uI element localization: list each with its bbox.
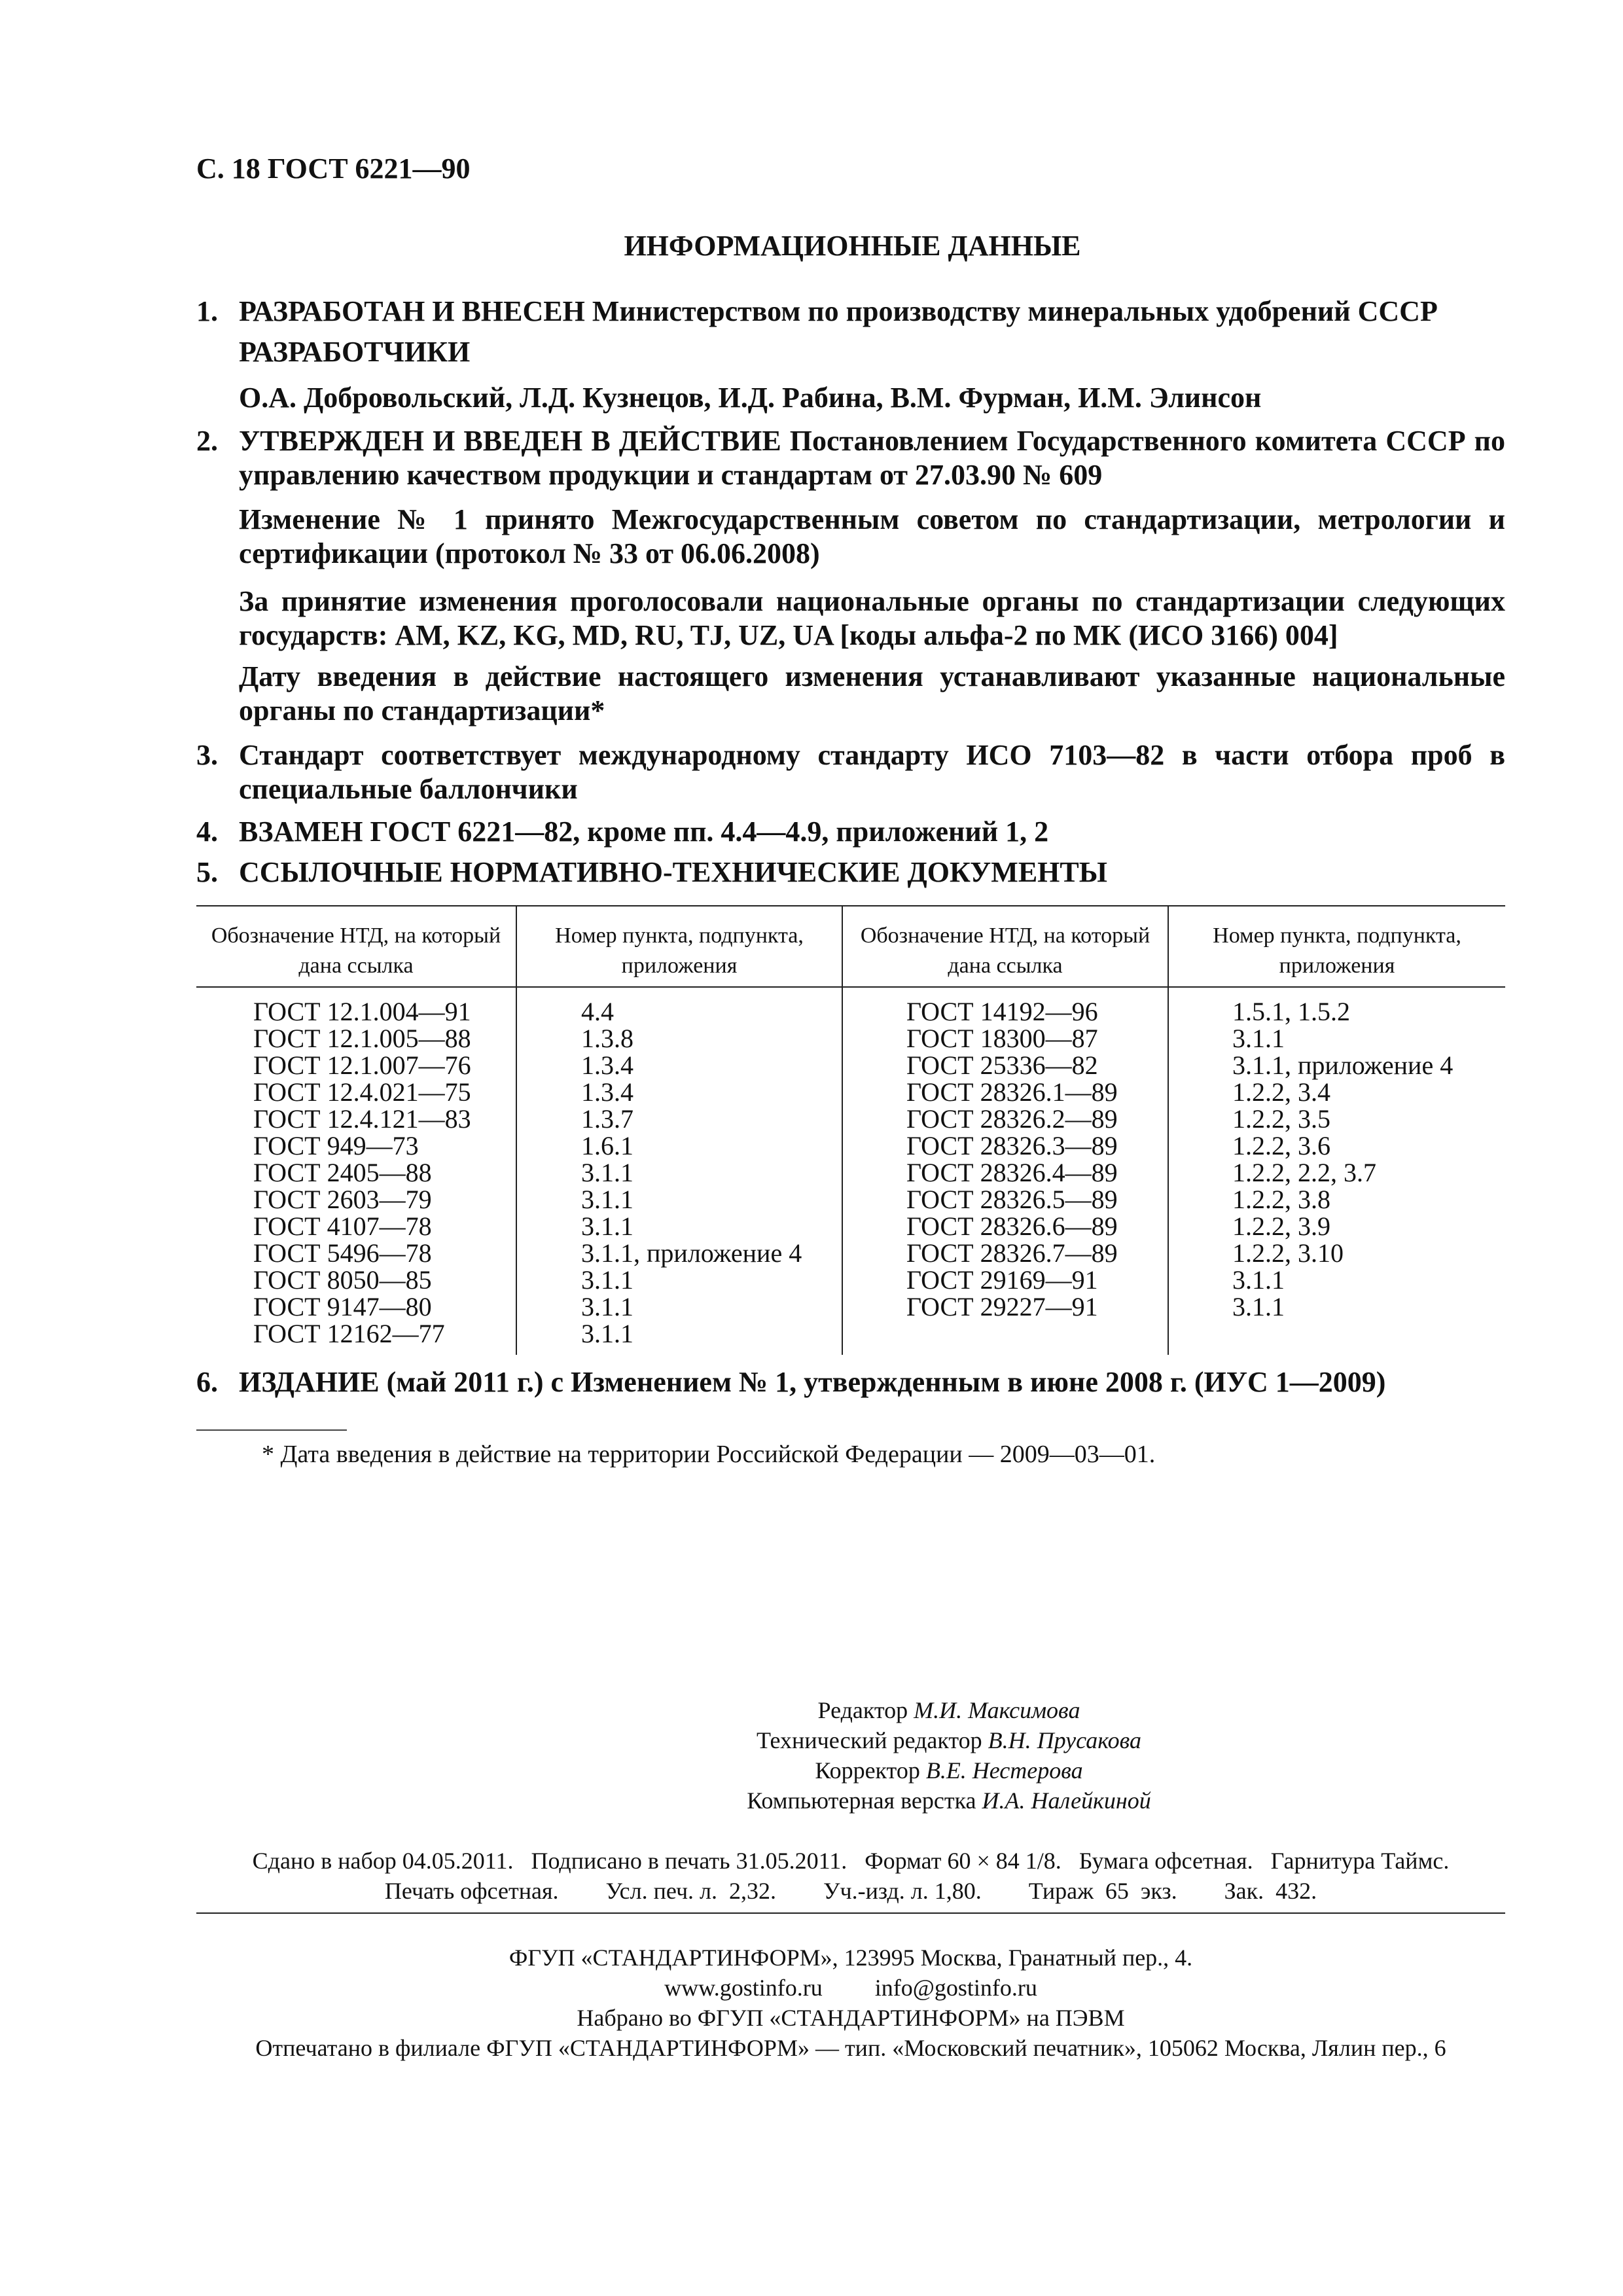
- table-cell: ГОСТ 2405—88: [253, 1158, 432, 1187]
- tech-editor-name: В.Н. Прусакова: [988, 1727, 1142, 1753]
- table-cell: 1.2.2, 2.2, 3.7: [1232, 1158, 1376, 1187]
- developers-label: РАЗРАБОТЧИКИ: [239, 336, 471, 368]
- table-header-doc: Обозначение НТД, на который дана ссылка: [860, 924, 1150, 978]
- item-3-text: Стандарт соответствует международному стандарту ИСО 7103—82 в части отбора проб в специальные баллончики: [239, 739, 1505, 805]
- footnote: * Дата введения в действие на территории Российской Федерации — 2009—03—01.: [262, 1441, 1156, 1468]
- item-6-text: ИЗДАНИЕ (май 2011 г.) с Изменением № 1, утвержденным в июне 2008 г. (ИУС 1—2009): [239, 1366, 1386, 1398]
- table-cell: ГОСТ 18300—87: [906, 1024, 1098, 1053]
- table-cell: 4.4: [581, 997, 614, 1026]
- table-cell: 1.5.1, 1.5.2: [1232, 997, 1350, 1026]
- table-cell: 1.2.2, 3.8: [1232, 1185, 1330, 1214]
- item-2-text: [239, 424, 1505, 492]
- footnote-divider: [196, 1429, 347, 1431]
- table-cell: ГОСТ 28326.6—89: [906, 1211, 1118, 1241]
- voting-paragraph: За принятие изменения проголосовали национальные органы по стандартизации следующих государств: AM, KZ, KG, MD, RU, TJ, UZ, UA [коды альфа-2 по МК (ИСО 3166) 004]: [239, 585, 1505, 651]
- table-cell: ГОСТ 28326.1—89: [906, 1077, 1118, 1107]
- table-cell: ГОСТ 949—73: [253, 1131, 419, 1160]
- publisher-email: info@gostinfo.ru: [874, 1975, 1037, 2001]
- developers-list: О.А. Добровольский, Л.Д. Кузнецов, И.Д. Рабина, В.М. Фурман, И.М. Элинсон: [239, 382, 1262, 414]
- table-cell: ГОСТ 9147—80: [253, 1292, 432, 1321]
- amendment-paragraph: Изменение № 1 принято Межгосударственным советом по стандартизации, метрологии и сертификации (протокол № 33 от 06.06.2008): [239, 503, 1505, 569]
- table-cell: 1.2.2, 3.6: [1232, 1131, 1330, 1160]
- table-cell: 3.1.1, приложение 4: [581, 1238, 802, 1268]
- table-cell: ГОСТ 25336—82: [906, 1050, 1098, 1080]
- table-top-rule: [196, 905, 1505, 906]
- column-left-documents: [253, 998, 471, 1347]
- table-cell: 1.3.8: [581, 1024, 633, 1053]
- table-cell: ГОСТ 12.1.005—88: [253, 1024, 471, 1053]
- table-cell: 3.1.1: [1232, 1265, 1285, 1295]
- item-number: 6.: [196, 1366, 218, 1398]
- item-number: 5.: [196, 856, 218, 888]
- publisher-contacts: [196, 1973, 1505, 2003]
- table-cell: 3.1.1: [581, 1185, 633, 1214]
- item-5-text: ССЫЛОЧНЫЕ НОРМАТИВНО-ТЕХНИЧЕСКИЕ ДОКУМЕНТЫ: [239, 856, 1107, 888]
- table-cell: ГОСТ 28326.4—89: [906, 1158, 1118, 1187]
- tech-editor-line: [589, 1725, 1309, 1755]
- imprint-line-1: Сдано в набор 04.05.2011. Подписано в печать 31.05.2011. Формат 60 × 84 1/8. Бумага офсетная. Гарнитура Таймс.: [252, 1848, 1450, 1874]
- table-cell: 1.2.2, 3.9: [1232, 1211, 1330, 1241]
- reference-documents-table: [196, 905, 1505, 1355]
- publisher-website: www.gostinfo.ru: [664, 1975, 823, 2001]
- corrector-line: [589, 1755, 1309, 1785]
- tech-editor-label: Технический редактор: [756, 1727, 982, 1753]
- layout-line: [589, 1785, 1309, 1816]
- page-title: ИНФОРМАЦИОННЫЕ ДАННЫЕ: [624, 230, 1081, 262]
- editor-line: [589, 1695, 1309, 1725]
- table-cell: 1.2.2, 3.4: [1232, 1077, 1330, 1107]
- table-cell: 3.1.1, приложение 4: [1232, 1050, 1454, 1080]
- table-cell: ГОСТ 12.4.121—83: [253, 1104, 471, 1134]
- table-cell: ГОСТ 28326.3—89: [906, 1131, 1118, 1160]
- table-header-ref: Номер пункта, подпункта, приложения: [555, 924, 804, 978]
- table-cell: ГОСТ 12.1.004—91: [253, 997, 471, 1026]
- table-cell: ГОСТ 8050—85: [253, 1265, 432, 1295]
- item-lead: РАЗРАБОТАН И ВНЕСЕН: [239, 295, 585, 327]
- column-right-references: [1232, 998, 1453, 1320]
- item-number: 1.: [196, 295, 218, 327]
- imprint-divider: [196, 1912, 1505, 1914]
- imprint-line-2: Печать офсетная. Усл. печ. л. 2,32. Уч.-изд. л. 1,80. Тираж 65 экз. Зак. 432.: [384, 1878, 1317, 1904]
- table-header-doc: Обозначение НТД, на который дана ссылка: [211, 924, 501, 978]
- table-cell: ГОСТ 2603—79: [253, 1185, 432, 1214]
- effective-date-paragraph: Дату введения в действие настоящего изменения устанавливают указанные национальные органы по стандартизации*: [239, 660, 1505, 726]
- column-right-documents: [906, 998, 1118, 1320]
- editorial-credits: [589, 1695, 1309, 1816]
- table-cell: 3.1.1: [581, 1319, 633, 1348]
- table-cell: 3.1.1: [581, 1292, 633, 1321]
- item-4-text: ВЗАМЕН ГОСТ 6221—82, кроме пп. 4.4—4.9, приложений 1, 2: [239, 816, 1049, 848]
- table-cell: ГОСТ 4107—78: [253, 1211, 432, 1241]
- item-text: Министерством по производству минеральных удобрений СССР: [592, 295, 1438, 327]
- page-header: С. 18 ГОСТ 6221—90: [196, 152, 471, 185]
- publisher-address: ФГУП «СТАНДАРТИНФОРМ», 123995 Москва, Гранатный пер., 4.: [508, 1945, 1193, 1971]
- table-cell: ГОСТ 28326.7—89: [906, 1238, 1118, 1268]
- table-cell: ГОСТ 12.4.021—75: [253, 1077, 471, 1107]
- column-left-references: [581, 998, 802, 1347]
- table-cell: 3.1.1: [581, 1265, 633, 1295]
- item-1-text: [239, 295, 1505, 329]
- table-cell: ГОСТ 5496—78: [253, 1238, 432, 1268]
- editor-name: М.И. Максимова: [914, 1697, 1080, 1723]
- table-cell: 1.2.2, 3.10: [1232, 1238, 1344, 1268]
- table-cell: ГОСТ 12.1.007—76: [253, 1050, 471, 1080]
- table-header-rule: [196, 986, 1505, 988]
- table-cell: 3.1.1: [1232, 1024, 1285, 1053]
- table-cell: 1.3.4: [581, 1077, 633, 1107]
- table-cell: 3.1.1: [581, 1211, 633, 1241]
- printed-note: Отпечатано в филиале ФГУП «СТАНДАРТИНФОРМ» — тип. «Московский печатник», 105062 Москва, Лялин пер., 6: [255, 2035, 1446, 2061]
- item-number: 4.: [196, 816, 218, 848]
- table-cell: ГОСТ 28326.2—89: [906, 1104, 1118, 1134]
- table-cell: ГОСТ 29227—91: [906, 1292, 1098, 1321]
- table-cell: ГОСТ 14192—96: [906, 997, 1098, 1026]
- publisher-info: [196, 1943, 1505, 2063]
- table-cell: 1.3.7: [581, 1104, 633, 1134]
- table-cell: 1.3.4: [581, 1050, 633, 1080]
- item-number: 3.: [196, 739, 218, 771]
- corrector-label: Корректор: [815, 1757, 920, 1784]
- table-cell: 1.2.2, 3.5: [1232, 1104, 1330, 1134]
- table-cell: ГОСТ 28326.5—89: [906, 1185, 1118, 1214]
- typeset-note: Набрано во ФГУП «СТАНДАРТИНФОРМ» на ПЭВМ: [577, 2005, 1125, 2031]
- item-number: 2.: [196, 425, 218, 457]
- table-cell: 3.1.1: [581, 1158, 633, 1187]
- print-imprint: [196, 1846, 1505, 1906]
- table-cell: 3.1.1: [1232, 1292, 1285, 1321]
- table-cell: ГОСТ 29169—91: [906, 1265, 1098, 1295]
- editor-label: Редактор: [817, 1697, 908, 1723]
- layout-label: Компьютерная верстка: [747, 1787, 976, 1814]
- item-text: Постановлением Государственного комитета СССР по управлению качеством продукции и стандартам от 27.03.90 № 609: [239, 425, 1506, 491]
- item-lead: УТВЕРЖДЕН И ВВЕДЕН В ДЕЙСТВИЕ: [239, 425, 781, 457]
- table-cell: 1.6.1: [581, 1131, 633, 1160]
- table-cell: ГОСТ 12162—77: [253, 1319, 445, 1348]
- layout-name: И.А. Налейкиной: [982, 1787, 1151, 1814]
- table-header-ref: Номер пункта, подпункта, приложения: [1213, 924, 1461, 978]
- corrector-name: В.Е. Нестерова: [925, 1757, 1083, 1784]
